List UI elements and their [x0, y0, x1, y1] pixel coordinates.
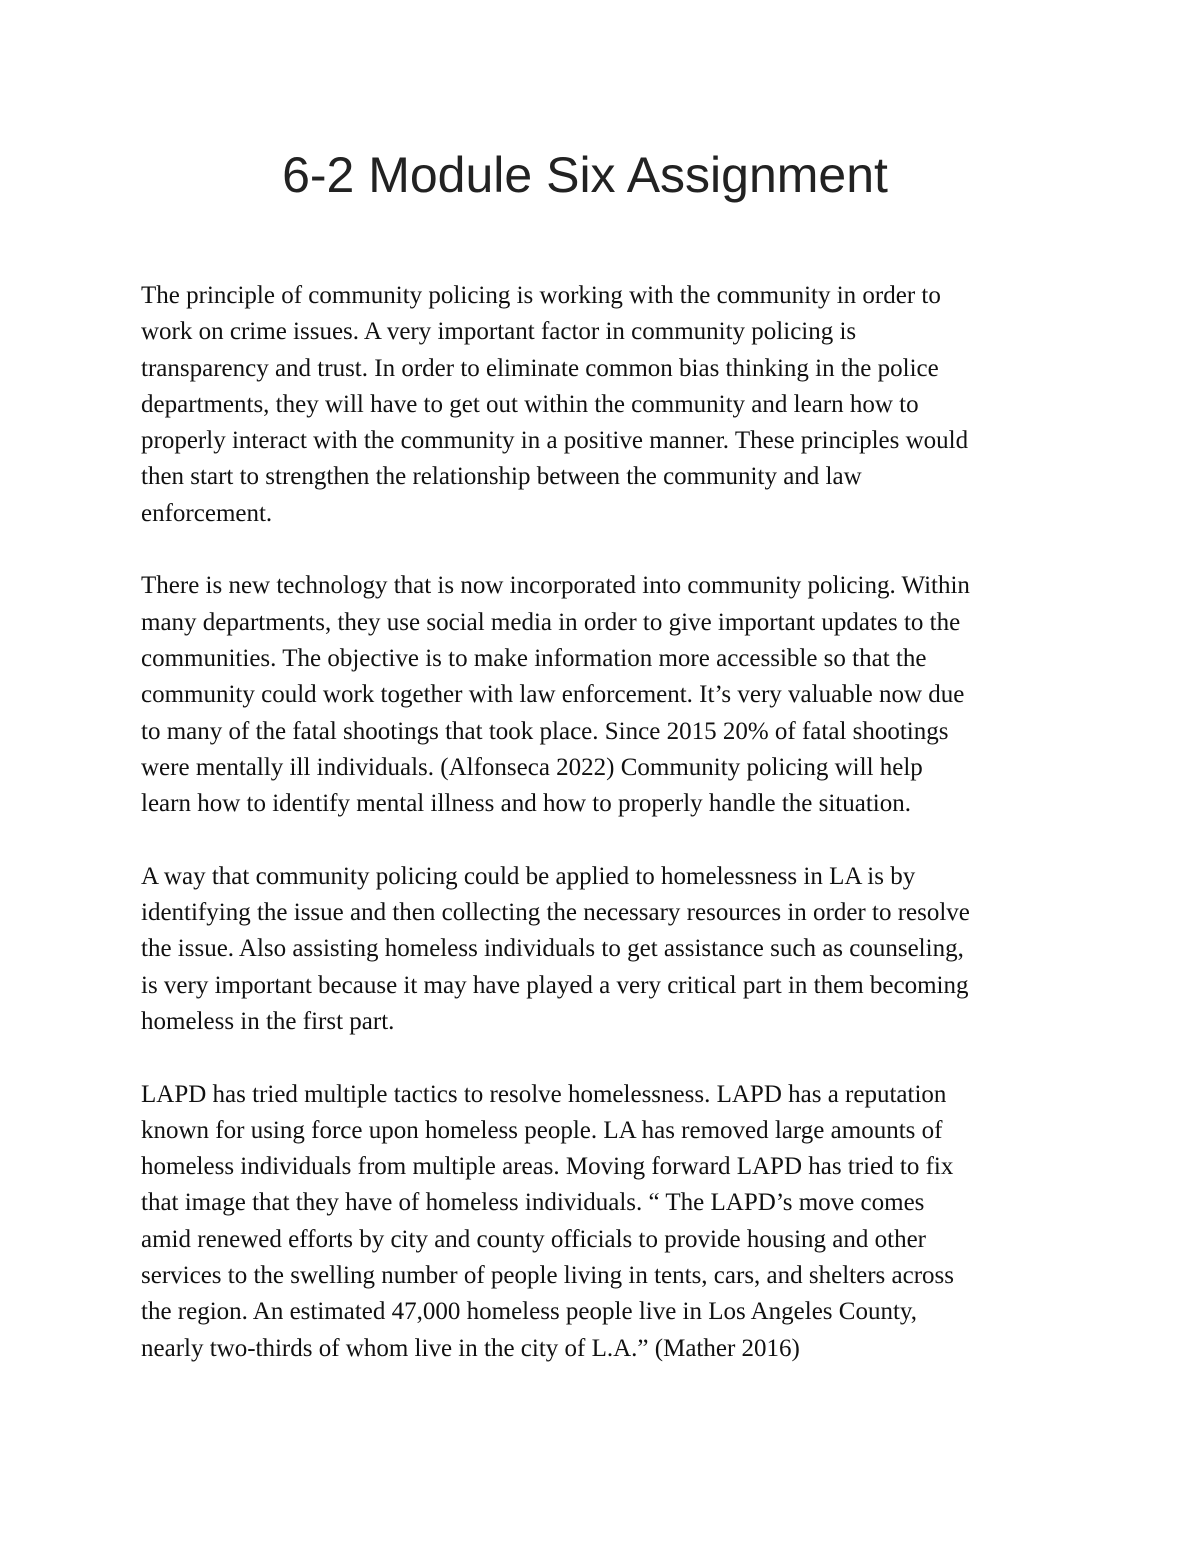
text-line: homeless individuals from multiple areas. Moving forward LAPD has tried to fix — [141, 1153, 954, 1181]
paragraph-technology — [141, 568, 1071, 822]
text-line: many departments, they use social media in order to give important updates to the — [141, 608, 961, 636]
text-line: enforcement. — [141, 499, 273, 527]
text-line: The principle of community policing is working with the community in order to — [141, 282, 941, 309]
text-line: the region. An estimated 47,000 homeless people live in Los Angeles County, — [141, 1298, 918, 1326]
text-line: that image that they have of homeless individuals. “ The LAPD’s move comes — [141, 1189, 925, 1217]
paragraph-community-policing-principles — [141, 278, 1071, 532]
document-title: 6-2 Module Six Assignment — [282, 147, 888, 203]
text-line: There is new technology that is now incorporated into community policing. Within — [141, 572, 970, 600]
text-line: identifying the issue and then collecting the necessary resources in order to resolve — [141, 899, 970, 927]
paragraph-homelessness-la — [141, 859, 1071, 1040]
text-line: amid renewed efforts by city and county officials to provide housing and other — [141, 1225, 926, 1253]
text-line: known for using force upon homeless people. LA has removed large amounts of — [141, 1116, 943, 1144]
text-line: A way that community policing could be applied to homelessness in LA is by — [141, 862, 916, 890]
text-line: then start to strengthen the relationship between the community and law — [141, 463, 862, 491]
text-line: were mentally ill individuals. (Alfonseca 2022) Community policing will help — [141, 753, 923, 781]
text-line: to many of the fatal shootings that took place. Since 2015 20% of fatal shootings — [141, 717, 949, 745]
text-line: communities. The objective is to make information more accessible so that the — [141, 644, 927, 672]
text-line: properly interact with the community in a positive manner. These principles would — [141, 427, 969, 455]
text-line: transparency and trust. In order to eliminate common bias thinking in the police — [141, 354, 939, 382]
text-line: work on crime issues. A very important factor in community policing is — [141, 318, 857, 346]
text-line: nearly two-thirds of whom live in the city of L.A.” (Mather 2016) — [141, 1334, 800, 1362]
paragraph-lapd-tactics — [141, 1077, 1071, 1367]
document-body — [141, 278, 1071, 1403]
text-line: is very important because it may have played a very critical part in them becoming — [141, 971, 969, 999]
text-line: departments, they will have to get out within the community and learn how to — [141, 390, 919, 418]
text-line: learn how to identify mental illness and how to properly handle the situation. — [141, 790, 911, 818]
text-line: the issue. Also assisting homeless individuals to get assistance such as counseling, — [141, 935, 964, 963]
text-line: community could work together with law enforcement. It’s very valuable now due — [141, 681, 965, 709]
text-line: LAPD has tried multiple tactics to resolve homelessness. LAPD has a reputation — [141, 1080, 947, 1108]
text-line: homeless in the first part. — [141, 1007, 395, 1035]
text-line: services to the swelling number of people living in tents, cars, and shelters across — [141, 1262, 954, 1290]
